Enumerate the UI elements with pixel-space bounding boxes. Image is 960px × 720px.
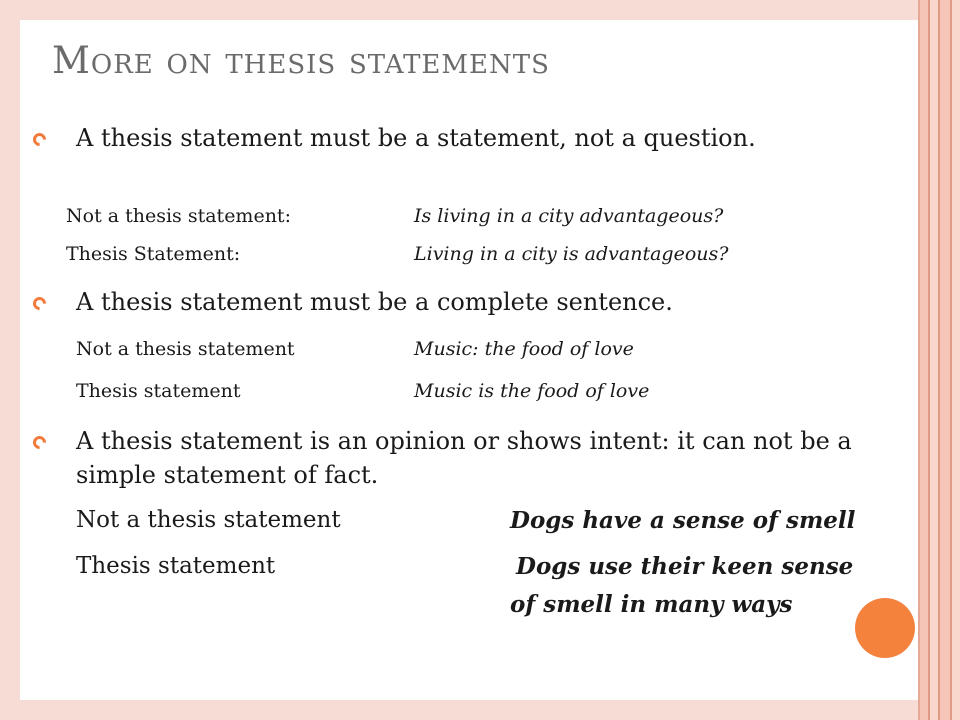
example-label: Not a thesis statement	[76, 507, 341, 533]
example-text: Music is the food of love	[414, 380, 650, 402]
example-label: Thesis statement	[76, 553, 276, 579]
example-text: Dogs have a sense of smell	[510, 507, 856, 534]
frame-top-border	[0, 0, 918, 20]
decorative-stripes	[920, 0, 960, 720]
bullet-text: A thesis statement must be a complete sentence.	[76, 288, 673, 316]
frame-left-border	[0, 0, 20, 720]
example-text: Living in a city is advantageous?	[414, 243, 729, 265]
example-label: Not a thesis statement:	[66, 205, 291, 227]
bullet-text: A thesis statement is an opinion or shows intent: it can not be a simple statement of fact.	[76, 427, 852, 489]
decorative-circle	[855, 598, 915, 658]
frame-bottom-border	[0, 700, 918, 720]
example-text: Dogs use their keen sense	[516, 553, 854, 580]
example-text: Is living in a city advantageous?	[414, 205, 724, 227]
example-text: Music: the food of love	[414, 338, 634, 360]
slide-title: More on thesis statements	[52, 39, 550, 82]
example-text-continued: of smell in many ways	[510, 591, 793, 618]
example-label: Thesis Statement:	[66, 243, 241, 265]
example-label: Not a thesis statement	[76, 338, 295, 360]
example-label: Thesis statement	[76, 380, 241, 402]
bullet-text: A thesis statement must be a statement, not a question.	[76, 124, 756, 152]
